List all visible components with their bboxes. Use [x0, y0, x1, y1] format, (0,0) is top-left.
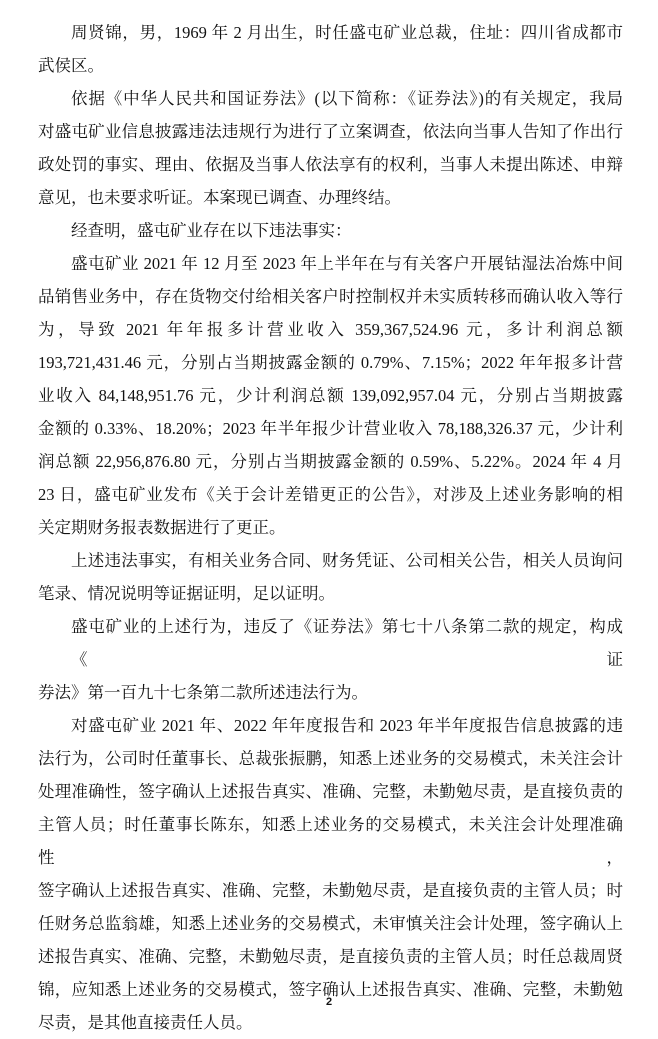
text-line: 上述违法事实，有相关业务合同、财务凭证、公司相关公告，相关人员询问 — [71, 551, 623, 570]
paragraph — [38, 709, 623, 1039]
text-line: 润总额 22,956,876.80 元，分别占当期披露金额的 0.59%、5.22%。2024 年 4 月 — [38, 452, 623, 471]
text-line: 盛屯矿业 2021 年 12 月至 2023 年上半年在与有关客户开展钴湿法冶炼中间 — [71, 254, 623, 273]
text-line: 尽责，是其他直接责任人员。 — [38, 1013, 253, 1032]
document-body — [38, 16, 623, 1039]
text-line: 对盛屯矿业 2021 年、2022 年年度报告和 2023 年半年度报告信息披露的违 — [71, 716, 623, 735]
text-line: 对盛屯矿业信息披露违法违规行为进行了立案调查，依法向当事人告知了作出行 — [38, 122, 623, 141]
text-line: 券法》第一百九十七条第二款所述违法行为。 — [38, 683, 368, 702]
paragraph — [38, 16, 623, 82]
text-line: 意见，也未要求听证。本案现已调查、办理终结。 — [38, 188, 401, 207]
text-line: 处理准确性，签字确认上述报告真实、准确、完整，未勤勉尽责，是直接负责的 — [38, 782, 623, 801]
text-line: 业收入 84,148,951.76 元，少计利润总额 139,092,957.04 元，分别占当期披露 — [38, 386, 623, 405]
paragraph — [38, 610, 623, 709]
text-line: 武侯区。 — [38, 56, 104, 75]
page-number: 2 — [325, 996, 333, 1008]
text-line: 任财务总监翁雄，知悉上述业务的交易模式，未审慎关注会计处理，签字确认上 — [38, 914, 623, 933]
text-line: 锦，应知悉上述业务的交易模式，签字确认上述报告真实、准确、完整，未勤勉 — [38, 980, 623, 999]
text-line: 23 日，盛屯矿业发布《关于会计差错更正的公告》，对涉及上述业务影响的相 — [38, 485, 623, 504]
text-line: 关定期财务报表数据进行了更正。 — [38, 518, 286, 537]
text-line: 政处罚的事实、理由、依据及当事人依法享有的权利，当事人未提出陈述、申辩 — [38, 155, 623, 174]
text-line: 经查明，盛屯矿业存在以下违法事实： — [71, 221, 352, 240]
text-line: 193,721,431.46 元，分别占当期披露金额的 0.79%、7.15%；2022 年年报多计营 — [38, 353, 623, 372]
paragraph — [38, 544, 623, 610]
text-line: 为，导致 2021 年年报多计营业收入 359,367,524.96 元，多计利润总额 — [38, 320, 623, 339]
paragraph — [38, 82, 623, 214]
text-line: 签字确认上述报告真实、准确、完整，未勤勉尽责，是直接负责的主管人员；时 — [38, 881, 623, 900]
text-line: 品销售业务中，存在货物交付给相关客户时控制权并未实质转移而确认收入等行 — [38, 287, 623, 306]
text-line: 主管人员；时任董事长陈东，知悉上述业务的交易模式，未关注会计处理准确性， — [38, 815, 623, 867]
text-line: 法行为，公司时任董事长、总裁张振鹏，知悉上述业务的交易模式，未关注会计 — [38, 749, 623, 768]
text-line: 依据《中华人民共和国证券法》(以下简称：《证券法》)的有关规定，我局 — [71, 89, 623, 108]
text-line: 金额的 0.33%、18.20%；2023 年半年报少计营业收入 78,188,326.37 元，少计利 — [38, 419, 623, 438]
paragraph — [38, 214, 623, 247]
paragraph — [38, 247, 623, 544]
text-line: 笔录、情况说明等证据证明，足以证明。 — [38, 584, 335, 603]
text-line: 述报告真实、准确、完整，未勤勉尽责，是直接负责的主管人员；时任总裁周贤 — [38, 947, 623, 966]
text-line: 周贤锦，男，1969 年 2 月出生，时任盛屯矿业总裁，住址：四川省成都市 — [71, 23, 623, 42]
text-line: 盛屯矿业的上述行为，违反了《证券法》第七十八条第二款的规定，构成《证 — [71, 617, 623, 669]
